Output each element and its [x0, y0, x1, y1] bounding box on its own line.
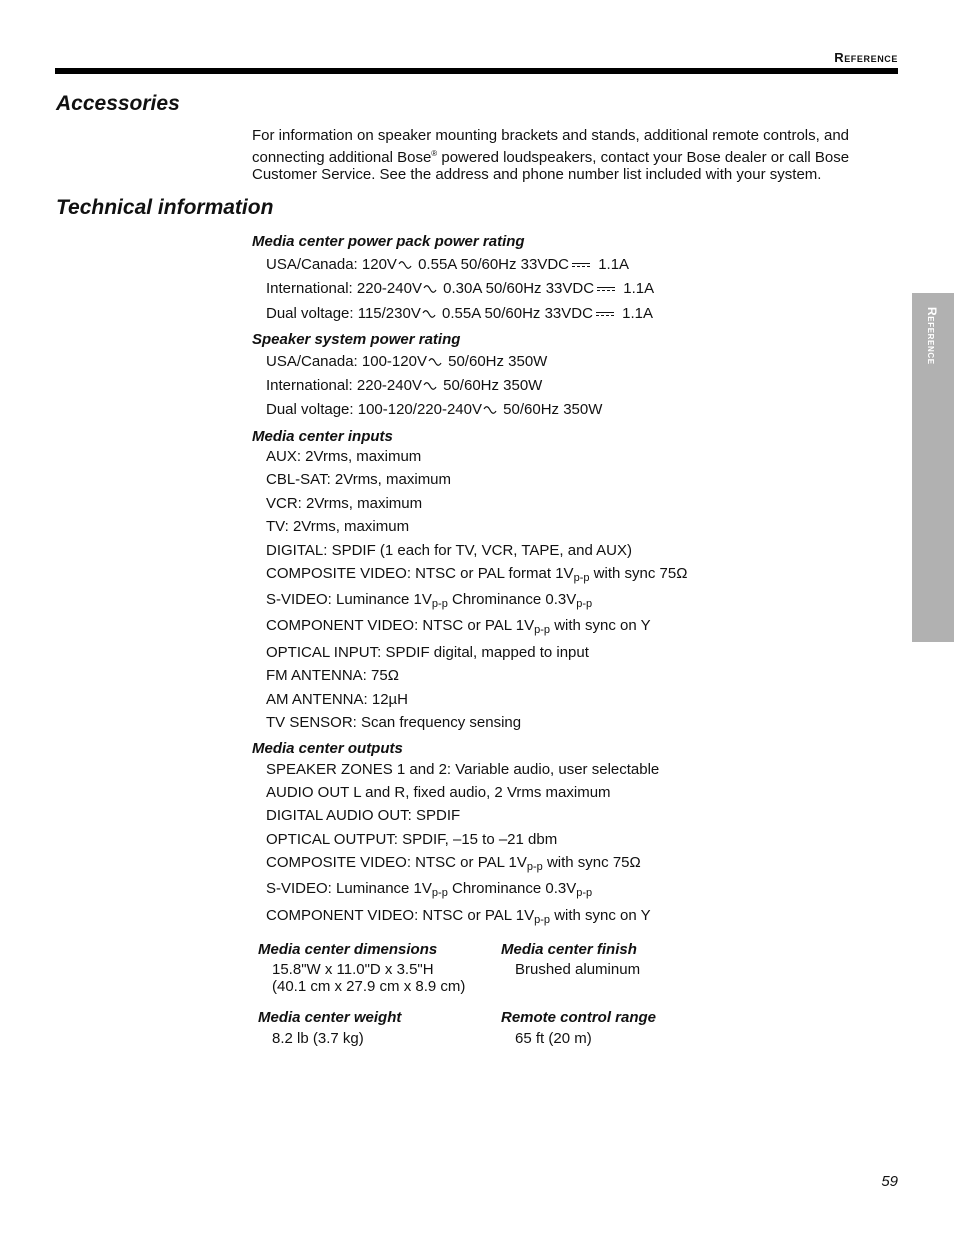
- output-optical: OPTICAL OUTPUT: SPDIF, –15 to –21 dbm: [266, 831, 558, 848]
- running-head: Reference: [834, 50, 898, 65]
- dimensions-heading: Media center dimensions: [258, 941, 438, 958]
- line-text: with sync on Y: [550, 907, 651, 924]
- subscript: p-p: [573, 572, 590, 584]
- weight-heading: Media center weight: [258, 1009, 402, 1026]
- line-text: USA/Canada: 100-120V: [266, 353, 427, 370]
- input-cbl-sat: CBL-SAT: 2Vrms, maximum: [266, 471, 452, 488]
- output-svideo: [266, 880, 592, 898]
- outputs-heading: Media center outputs: [252, 740, 403, 757]
- input-svideo: [266, 591, 592, 609]
- technical-title: Technical information: [56, 196, 274, 219]
- dc-symbol-icon: [572, 261, 590, 270]
- trademark-mark: ®: [431, 148, 438, 158]
- finish-heading: Media center finish: [501, 941, 637, 958]
- ac-symbol-icon: [423, 381, 437, 391]
- speaker-power-line: [266, 401, 602, 419]
- line-text: 50/60Hz 350W: [438, 377, 543, 394]
- input-tv: TV: 2Vrms, maximum: [266, 518, 410, 535]
- line-text: 0.55A 50/60Hz 33VDC: [437, 305, 593, 322]
- subscript: p-p: [534, 624, 551, 636]
- subscript: p-p: [526, 861, 543, 873]
- header-rule: [55, 68, 898, 74]
- subscript: p-p: [576, 598, 593, 610]
- input-composite: [266, 565, 687, 583]
- line-text: Dual voltage: 115/230V: [266, 305, 421, 322]
- remote-range-value: 65 ft (20 m): [515, 1030, 592, 1047]
- ac-symbol-icon: [483, 405, 497, 415]
- input-optical: OPTICAL INPUT: SPDIF digital, mapped to input: [266, 644, 589, 661]
- ac-symbol-icon: [422, 309, 436, 319]
- finish-value: Brushed aluminum: [515, 961, 641, 978]
- subscript: p-p: [431, 598, 448, 610]
- power-pack-line: [266, 305, 653, 323]
- accessories-title: Accessories: [56, 92, 180, 115]
- line-text: International: 220-240V: [266, 280, 422, 297]
- power-pack-line: [266, 256, 629, 274]
- speaker-power-line: [266, 353, 547, 371]
- speaker-power-heading: Speaker system power rating: [252, 331, 461, 348]
- input-vcr: VCR: 2Vrms, maximum: [266, 495, 423, 512]
- input-aux: AUX: 2Vrms, maximum: [266, 448, 422, 465]
- line-text: COMPOSITE VIDEO: NTSC or PAL format 1V: [266, 565, 574, 582]
- remote-range-heading: Remote control range: [501, 1009, 657, 1026]
- line-text: 50/60Hz 350W: [499, 401, 603, 418]
- subscript: p-p: [576, 887, 593, 899]
- power-pack-line: [266, 280, 654, 298]
- line-text: 0.30A 50/60Hz 33VDC: [438, 280, 595, 297]
- line-text: Chrominance 0.3V: [447, 591, 577, 608]
- line-text: Chrominance 0.3V: [447, 880, 577, 897]
- input-fm: FM ANTENNA: 75Ω: [266, 667, 399, 684]
- line-text: with sync 75Ω: [589, 565, 688, 582]
- dc-symbol-icon: [596, 310, 614, 319]
- ac-symbol-icon: [428, 357, 442, 367]
- accessories-text-2: powered loudspeakers, contact your Bose dealer or call Bose Customer Service. See the address and phone number list included with your system.: [252, 148, 850, 183]
- line-text: COMPOSITE VIDEO: NTSC or PAL 1V: [266, 854, 527, 871]
- line-text: International: 220-240V: [266, 377, 422, 394]
- weight-value: 8.2 lb (3.7 kg): [272, 1030, 364, 1047]
- page-number: 59: [881, 1173, 898, 1190]
- dimensions-imperial: 15.8"W x 11.0"D x 3.5"H: [272, 961, 434, 978]
- input-component: [266, 617, 651, 635]
- output-audio-out: AUDIO OUT L and R, fixed audio, 2 Vrms maximum: [266, 784, 611, 801]
- ac-symbol-icon: [398, 260, 412, 270]
- output-digital-audio: DIGITAL AUDIO OUT: SPDIF: [266, 807, 461, 824]
- line-text: 1.1A: [619, 280, 655, 297]
- power-pack-heading: Media center power pack power rating: [252, 233, 525, 250]
- subscript: p-p: [431, 887, 448, 899]
- accessories-paragraph: [252, 127, 892, 184]
- line-text: 1.1A: [617, 305, 653, 322]
- input-tv-sensor: TV SENSOR: Scan frequency sensing: [266, 714, 522, 731]
- output-composite: [266, 854, 641, 872]
- inputs-heading: Media center inputs: [252, 428, 393, 445]
- ac-symbol-icon: [423, 284, 437, 294]
- speaker-power-line: [266, 377, 542, 395]
- line-text: 50/60Hz 350W: [443, 353, 548, 370]
- dimensions-metric: (40.1 cm x 27.9 cm x 8.9 cm): [272, 978, 466, 995]
- line-text: with sync on Y: [550, 617, 651, 634]
- line-text: S-VIDEO: Luminance 1V: [266, 591, 432, 608]
- line-text: S-VIDEO: Luminance 1V: [266, 880, 432, 897]
- line-text: 0.55A 50/60Hz 33VDC: [413, 256, 570, 273]
- line-text: 1.1A: [594, 256, 630, 273]
- side-tab-label: Reference: [925, 307, 939, 365]
- line-text: USA/Canada: 120V: [266, 256, 397, 273]
- line-text: COMPONENT VIDEO: NTSC or PAL 1V: [266, 907, 535, 924]
- input-am: AM ANTENNA: 12µH: [266, 691, 409, 708]
- line-text: Dual voltage: 100-120/220-240V: [266, 401, 482, 418]
- line-text: with sync 75Ω: [542, 854, 641, 871]
- output-speaker-zones: SPEAKER ZONES 1 and 2: Variable audio, user selectable: [266, 761, 660, 778]
- output-component: [266, 907, 651, 925]
- dc-symbol-icon: [597, 285, 615, 294]
- subscript: p-p: [534, 914, 551, 926]
- dimensions-value: [272, 961, 465, 995]
- section-side-tab: [912, 293, 954, 642]
- accessories-text-1: For information on speaker mounting brackets and stands, additional remote controls, and connecting additional Bose: [252, 127, 849, 166]
- line-text: COMPONENT VIDEO: NTSC or PAL 1V: [266, 617, 535, 634]
- input-digital: DIGITAL: SPDIF (1 each for TV, VCR, TAPE, and AUX): [266, 542, 632, 559]
